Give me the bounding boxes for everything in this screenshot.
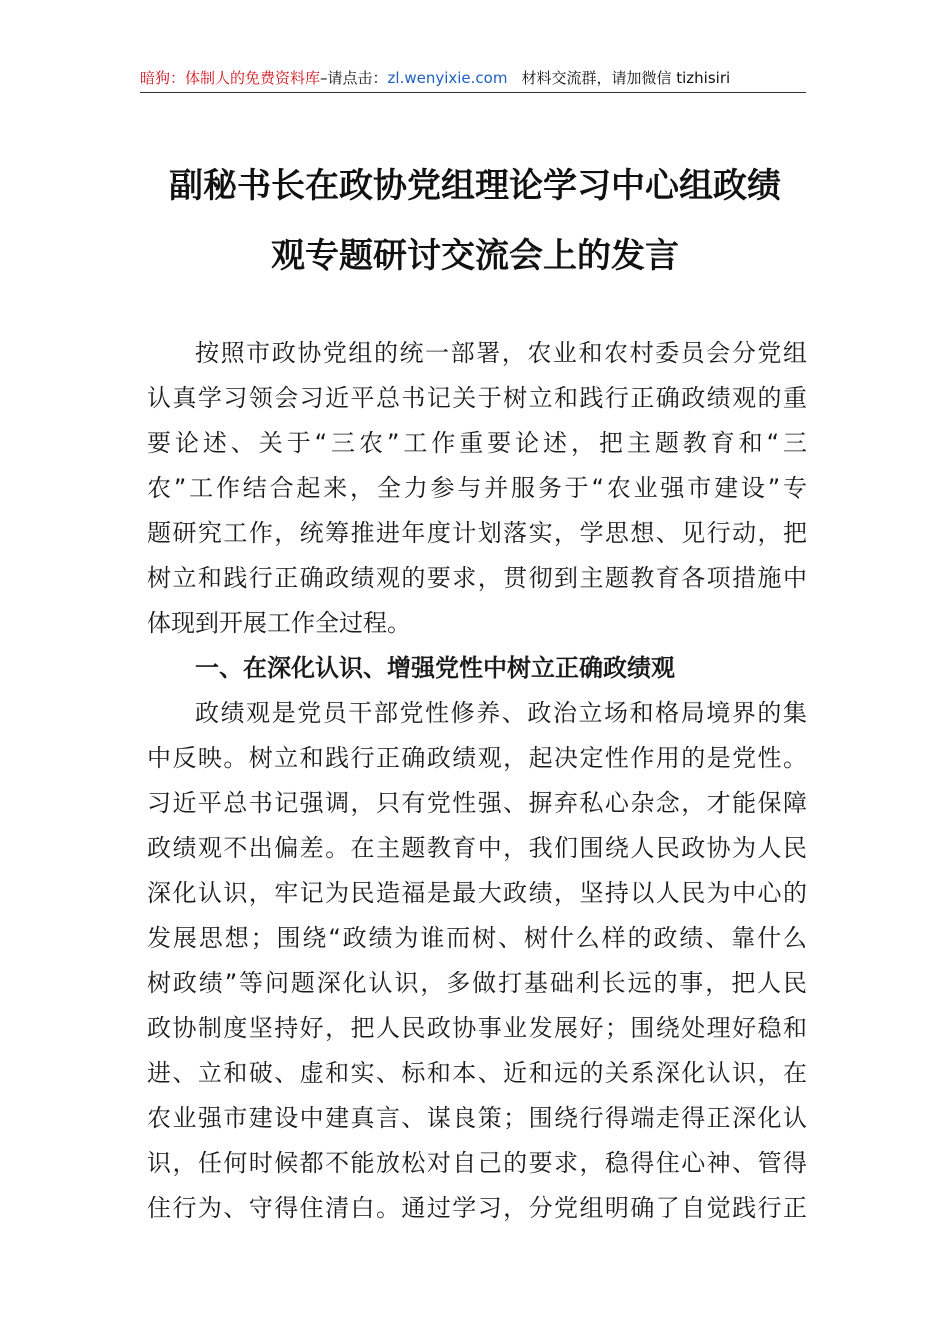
page-header-banner bbox=[140, 68, 806, 93]
section-heading: 一、在深化认识、增强党性中树立正确政绩观 bbox=[195, 654, 675, 682]
header-prompt-text: –请点击： bbox=[320, 69, 388, 87]
paragraph-line: 农”工作结合起来，全力参与并服务于“农业强市建设”专 bbox=[147, 474, 807, 502]
paragraph-line: 认真学习领会习近平总书记关于树立和践行正确政绩观的重 bbox=[147, 384, 807, 412]
paragraph-line: 树政绩”等问题深化认识，多做打基础利长远的事，把人民 bbox=[147, 969, 807, 997]
paragraph-line: 题研究工作，统筹推进年度计划落实，学思想、见行动，把 bbox=[147, 519, 807, 547]
paragraph-line: 树立和践行正确政绩观的要求，贯彻到主题教育各项措施中 bbox=[147, 564, 807, 592]
header-url-link[interactable]: zl.wenyixie.com bbox=[387, 69, 508, 87]
paragraph-line: 习近平总书记强调，只有党性强、摒弃私心杂念，才能保障 bbox=[147, 789, 807, 817]
paragraph-line: 政协制度坚持好，把人民政协事业发展好；围绕处理好稳和 bbox=[147, 1014, 807, 1042]
paragraph-line: 进、立和破、虚和实、标和本、近和远的关系深化认识，在 bbox=[147, 1059, 807, 1087]
paragraph-line: 政绩观是党员干部党性修养、政治立场和格局境界的集 bbox=[195, 699, 807, 727]
paragraph-line: 农业强市建设中建真言、谋良策；围绕行得端走得正深化认 bbox=[147, 1104, 807, 1132]
paragraph-line: 政绩观不出偏差。在主题教育中，我们围绕人民政协为人民 bbox=[147, 834, 807, 862]
paragraph-line: 体现到开展工作全过程。 bbox=[147, 609, 411, 637]
paragraph-line: 中反映。树立和践行正确政绩观，起决定性作用的是党性。 bbox=[147, 744, 807, 772]
paragraph-line: 深化认识，牢记为民造福是最大政绩，坚持以人民为中心的 bbox=[147, 879, 807, 907]
paragraph-line: 识，任何时候都不能放松对自己的要求，稳得住心神、管得 bbox=[147, 1149, 807, 1177]
header-brand-text: 暗狗：体制人的免费资料库 bbox=[140, 69, 321, 87]
paragraph-line: 按照市政协党组的统一部署，农业和农村委员会分党组 bbox=[195, 339, 807, 367]
paragraph-line: 发展思想；围绕“政绩为谁而树、树什么样的政绩、靠什么 bbox=[147, 924, 807, 952]
paragraph-line: 要论述、关于“三农”工作重要论述，把主题教育和“三 bbox=[147, 429, 807, 457]
header-contact-text: 材料交流群，请加微信 tizhisiri bbox=[521, 69, 731, 87]
document-title-line-2: 观专题研讨交流会上的发言 bbox=[271, 236, 679, 276]
document-title-line-1: 副秘书长在政协党组理论学习中心组政绩 bbox=[169, 166, 781, 206]
paragraph-line: 住行为、守得住清白。通过学习，分党组明确了自觉践行正 bbox=[147, 1194, 807, 1222]
